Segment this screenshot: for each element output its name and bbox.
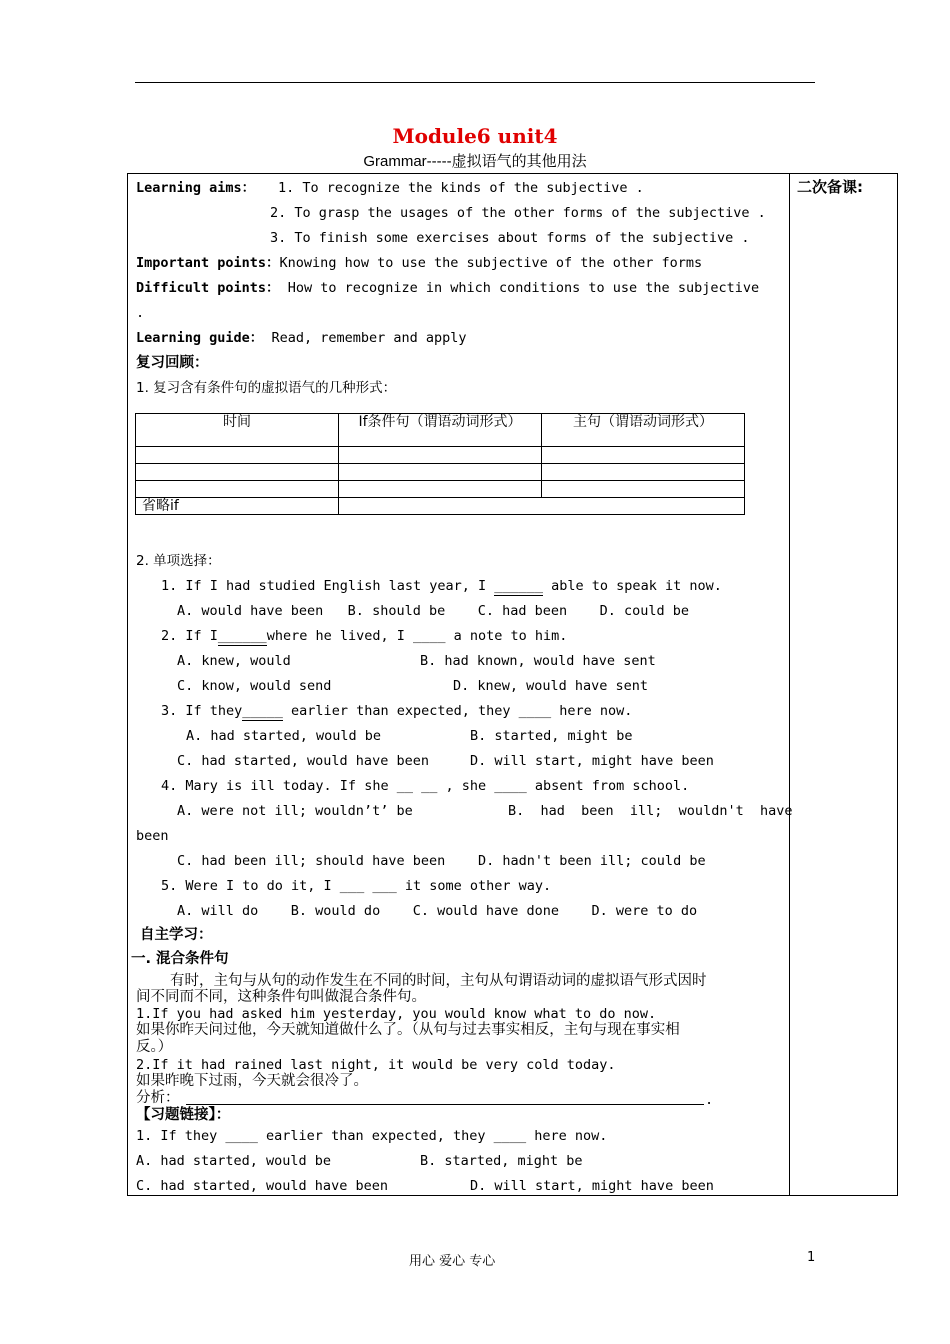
difficult-label: Difficult points： (136, 280, 280, 296)
answer-blank: ______ (217, 628, 267, 644)
side-notes-label: 二次备课: (797, 178, 863, 196)
mc-option-2b: B. had known, would have sent (420, 653, 656, 669)
analysis-end: . (705, 1092, 714, 1108)
analysis-label: 分析： (136, 1090, 180, 1106)
intro-line-2: 间不同而不同，这种条件句叫做混合条件句。 (136, 989, 426, 1005)
mc-option-4b-continued: been (136, 828, 169, 844)
difficult-text: How to recognize in which conditions to use the subjective (287, 280, 760, 296)
column-divider (789, 173, 790, 1196)
difficult-points (136, 279, 759, 297)
example-2-cn: 如果昨晚下过雨，今天就会很冷了。 (136, 1073, 368, 1089)
table-header-time: 时间 (136, 414, 339, 447)
table-header-if-clause: If条件句（谓语动词形式） (339, 414, 542, 447)
link-option-c: C. had started, would have been (136, 1178, 388, 1194)
self-study-heading: 自主学习： (140, 927, 213, 943)
answer-blank: ______ (494, 578, 544, 594)
link-question-1: 1. If they ____ earlier than expected, they ____ here now. (136, 1128, 608, 1144)
analysis-answer-line (186, 1104, 704, 1105)
section-mixed-conditionals: 一. 混合条件句 (131, 951, 229, 967)
mc-option-2c: C. know, would send (177, 678, 332, 694)
mc-question-5: 5. Were I to do it, I ___ ___ it some other way. (161, 878, 552, 894)
aim-item-3: 3. To finish some exercises about forms of the subjective . (270, 230, 750, 246)
link-option-b: B. started, might be (420, 1153, 583, 1169)
link-option-a: A. had started, would be (136, 1153, 332, 1169)
mc-question-2: 2. If I______where he lived, I ____ a note to him. (161, 628, 568, 644)
page-subtitle: Grammar-----虚拟语气的其他用法 (363, 153, 587, 170)
mc-question-4: 4. Mary is ill today. If she __ __ , she ____ absent from school. (161, 778, 690, 794)
example-2-en: 2.If it had rained last night, it would be very cold today. (136, 1057, 616, 1073)
aim-item-2: 2. To grasp the usages of the other forms of the subjective . (270, 205, 766, 221)
mc-option-3b: B. started, might be (470, 728, 633, 744)
mc-option-4c: C. had been ill; should have been (177, 853, 446, 869)
table-row (136, 464, 745, 481)
page-number: 1 (807, 1250, 816, 1265)
aims-label: Learning aims： (136, 180, 256, 196)
footer-motto: 用心 爱心 专心 (409, 1254, 496, 1269)
mc-option-3d: D. will start, might have been (470, 753, 714, 769)
mc-option-4b: B. had been ill; wouldn't have (508, 803, 793, 819)
mc-option-2a: A. knew, would (177, 653, 291, 669)
mc-option-3a: A. had started, would be (186, 728, 382, 744)
conditional-forms-table (135, 413, 745, 515)
important-label: Important points： (136, 255, 280, 271)
review-q2: 2. 单项选择： (136, 553, 221, 569)
learning-guide (136, 329, 467, 347)
mc-options-5: A. will do B. would do C. would have done D. were to do (177, 903, 698, 919)
example-1-cn-1: 如果你昨天问过他，今天就知道做什么了。（从句与过去事实相反，主句与现在事实相 (136, 1022, 680, 1038)
table-omit-if-label: 省略if (136, 498, 339, 515)
table-row (136, 481, 745, 498)
important-text: Knowing how to use the subjective of the other forms (279, 255, 703, 271)
page-title: Module6 unit4 (392, 124, 558, 148)
table-row (136, 447, 745, 464)
intro-line-1: 有时，主句与从句的动作发生在不同的时间，主句从句谓语动词的虚拟语气形式因时 (170, 973, 707, 989)
header-rule (135, 82, 815, 83)
example-1-en: 1.If you had asked him yesterday, you would know what to do now. (136, 1006, 657, 1022)
example-1-cn-2: 反。） (136, 1039, 173, 1055)
link-option-d: D. will start, might have been (470, 1178, 714, 1194)
review-heading: 复习回顾： (136, 355, 209, 371)
important-points (136, 254, 702, 272)
difficult-tail: . (136, 305, 145, 321)
mc-option-4a: A. were not ill; wouldn’t’ be (177, 803, 413, 819)
aim-item-1: 1. To recognize the kinds of the subjective . (278, 180, 644, 196)
mc-question-1: 1. If I had studied English last year, I ______ able to speak it now. (161, 578, 722, 594)
guide-text: Read, remember and apply (271, 330, 467, 346)
mc-option-4d: D. hadn't been ill; could be (478, 853, 706, 869)
mc-option-2d: D. knew, would have sent (453, 678, 649, 694)
exercise-link-heading: 【习题链接】： (136, 1107, 231, 1123)
mc-option-3c: C. had started, would have been (177, 753, 429, 769)
guide-label: Learning guide： (136, 330, 264, 346)
review-q1: 1. 复习含有条件句的虚拟语气的几种形式： (136, 380, 397, 396)
table-header-main-clause: 主句（谓语动词形式） (542, 414, 745, 447)
answer-blank: _____ (242, 703, 283, 719)
mc-options-1: A. would have been B. should be C. had been D. could be (177, 603, 690, 619)
mc-question-3: 3. If they_____ earlier than expected, they ____ here now. (161, 703, 633, 719)
